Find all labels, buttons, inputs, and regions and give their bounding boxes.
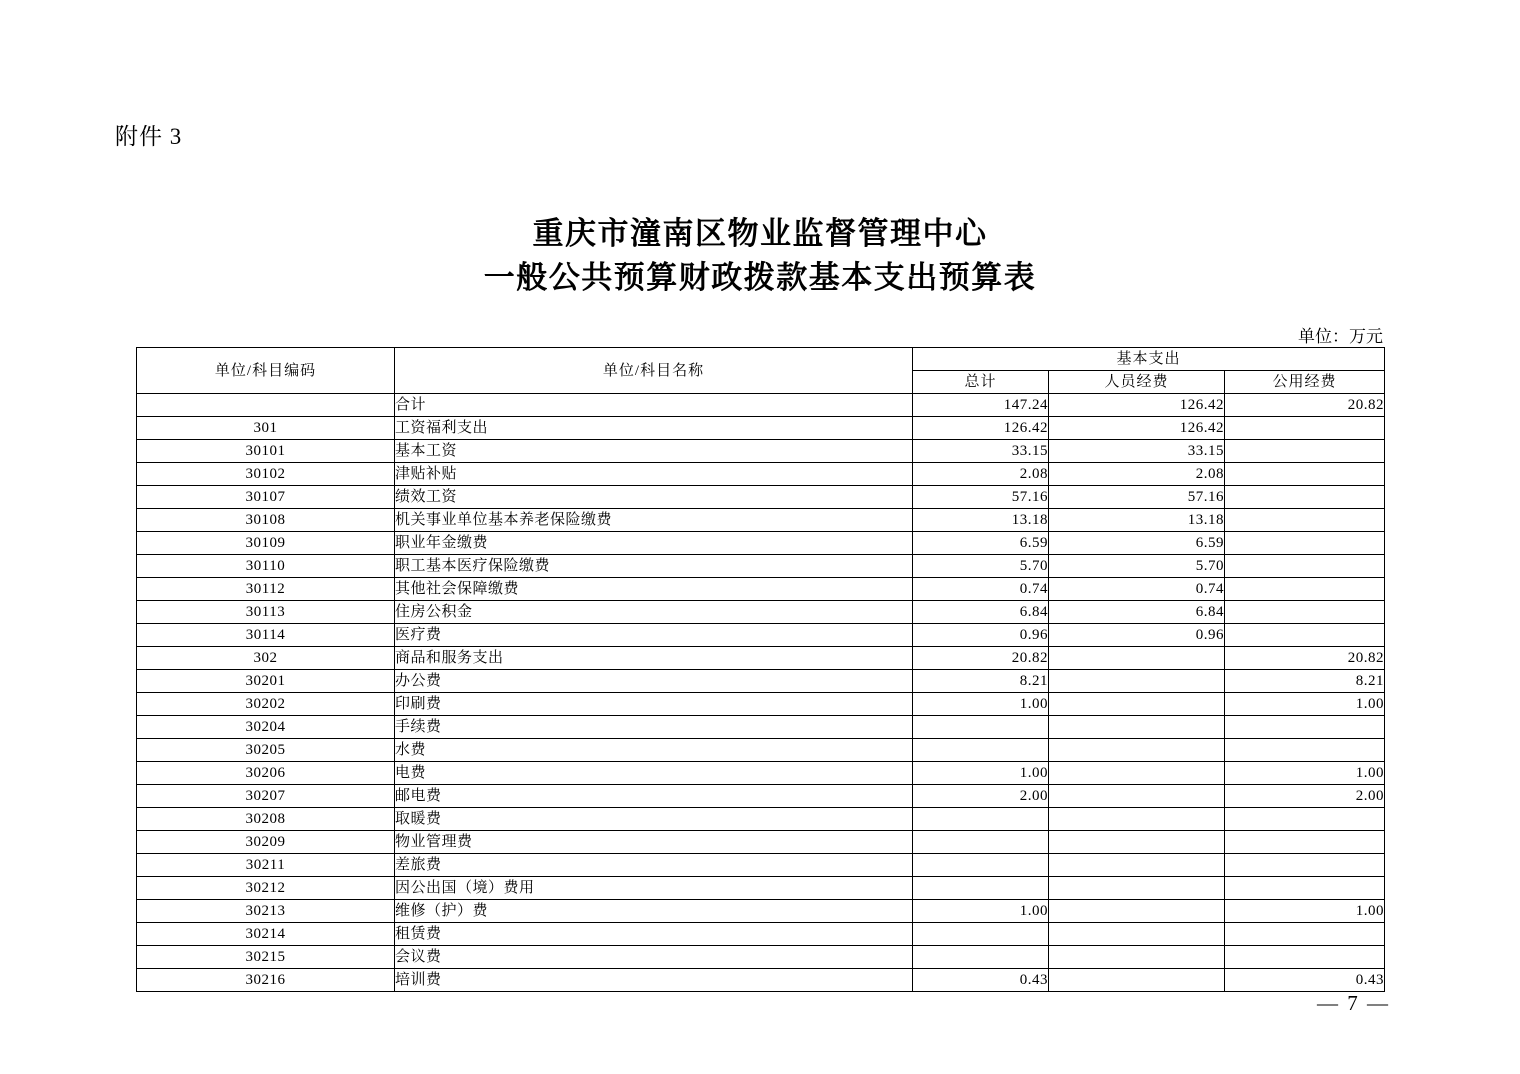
cell-personnel bbox=[1049, 762, 1225, 785]
cell-name: 津贴补贴 bbox=[395, 463, 913, 486]
cell-public: 8.21 bbox=[1225, 670, 1385, 693]
cell-personnel bbox=[1049, 647, 1225, 670]
cell-public bbox=[1225, 831, 1385, 854]
attachment-label: 附件 3 bbox=[115, 124, 183, 149]
cell-total: 1.00 bbox=[913, 693, 1049, 716]
cell-total: 13.18 bbox=[913, 509, 1049, 532]
cell-code: 30206 bbox=[137, 762, 395, 785]
cell-public bbox=[1225, 601, 1385, 624]
table-row bbox=[137, 900, 1385, 923]
table-row bbox=[137, 762, 1385, 785]
table-header bbox=[137, 348, 1385, 394]
cell-code: 30212 bbox=[137, 877, 395, 900]
column-header-public: 公用经费 bbox=[1225, 371, 1385, 394]
cell-public bbox=[1225, 532, 1385, 555]
cell-name: 合计 bbox=[395, 394, 913, 417]
cell-code: 30211 bbox=[137, 854, 395, 877]
cell-name: 差旅费 bbox=[395, 854, 913, 877]
table-row bbox=[137, 785, 1385, 808]
cell-name: 租赁费 bbox=[395, 923, 913, 946]
table-row bbox=[137, 808, 1385, 831]
cell-public: 1.00 bbox=[1225, 762, 1385, 785]
cell-code: 30113 bbox=[137, 601, 395, 624]
cell-total bbox=[913, 877, 1049, 900]
cell-code: 30205 bbox=[137, 739, 395, 762]
cell-name: 职工基本医疗保险缴费 bbox=[395, 555, 913, 578]
cell-code: 30102 bbox=[137, 463, 395, 486]
cell-public bbox=[1225, 877, 1385, 900]
cell-total: 2.08 bbox=[913, 463, 1049, 486]
cell-personnel bbox=[1049, 785, 1225, 808]
cell-public bbox=[1225, 923, 1385, 946]
table-row bbox=[137, 417, 1385, 440]
column-header-code: 单位/科目编码 bbox=[137, 348, 395, 394]
table-row bbox=[137, 670, 1385, 693]
page-number: — 7 — bbox=[1317, 991, 1390, 1015]
table-row bbox=[137, 946, 1385, 969]
cell-name: 职业年金缴费 bbox=[395, 532, 913, 555]
page-title bbox=[0, 212, 1520, 300]
cell-total: 33.15 bbox=[913, 440, 1049, 463]
cell-code: 30201 bbox=[137, 670, 395, 693]
cell-public: 20.82 bbox=[1225, 394, 1385, 417]
cell-name: 物业管理费 bbox=[395, 831, 913, 854]
cell-personnel bbox=[1049, 716, 1225, 739]
cell-personnel: 5.70 bbox=[1049, 555, 1225, 578]
cell-name: 基本工资 bbox=[395, 440, 913, 463]
cell-name: 会议费 bbox=[395, 946, 913, 969]
cell-public: 0.43 bbox=[1225, 969, 1385, 992]
cell-total: 1.00 bbox=[913, 900, 1049, 923]
cell-total bbox=[913, 808, 1049, 831]
cell-personnel bbox=[1049, 923, 1225, 946]
cell-total bbox=[913, 946, 1049, 969]
cell-name: 取暖费 bbox=[395, 808, 913, 831]
cell-total: 147.24 bbox=[913, 394, 1049, 417]
cell-code: 30208 bbox=[137, 808, 395, 831]
cell-code: 30215 bbox=[137, 946, 395, 969]
cell-name: 机关事业单位基本养老保险缴费 bbox=[395, 509, 913, 532]
cell-name: 印刷费 bbox=[395, 693, 913, 716]
cell-total: 57.16 bbox=[913, 486, 1049, 509]
cell-public bbox=[1225, 808, 1385, 831]
table-row bbox=[137, 486, 1385, 509]
cell-total: 0.43 bbox=[913, 969, 1049, 992]
cell-personnel: 126.42 bbox=[1049, 417, 1225, 440]
table-row bbox=[137, 394, 1385, 417]
cell-code: 30109 bbox=[137, 532, 395, 555]
cell-code: 30207 bbox=[137, 785, 395, 808]
table-row bbox=[137, 440, 1385, 463]
cell-personnel: 6.84 bbox=[1049, 601, 1225, 624]
column-header-name: 单位/科目名称 bbox=[395, 348, 913, 394]
table-row bbox=[137, 854, 1385, 877]
column-header-group: 基本支出 bbox=[913, 348, 1385, 371]
cell-code: 30112 bbox=[137, 578, 395, 601]
cell-code: 30216 bbox=[137, 969, 395, 992]
cell-public: 1.00 bbox=[1225, 900, 1385, 923]
cell-public bbox=[1225, 486, 1385, 509]
cell-code: 30114 bbox=[137, 624, 395, 647]
cell-personnel bbox=[1049, 670, 1225, 693]
cell-public: 1.00 bbox=[1225, 693, 1385, 716]
cell-total bbox=[913, 716, 1049, 739]
cell-public bbox=[1225, 946, 1385, 969]
cell-name: 其他社会保障缴费 bbox=[395, 578, 913, 601]
cell-code: 30202 bbox=[137, 693, 395, 716]
cell-personnel: 6.59 bbox=[1049, 532, 1225, 555]
cell-code: 30108 bbox=[137, 509, 395, 532]
cell-code bbox=[137, 394, 395, 417]
column-header-personnel: 人员经费 bbox=[1049, 371, 1225, 394]
cell-public bbox=[1225, 854, 1385, 877]
table-body bbox=[137, 394, 1385, 992]
cell-public bbox=[1225, 509, 1385, 532]
cell-public bbox=[1225, 716, 1385, 739]
table-row bbox=[137, 509, 1385, 532]
cell-personnel: 0.96 bbox=[1049, 624, 1225, 647]
table-row bbox=[137, 969, 1385, 992]
title-line-1: 重庆市潼南区物业监督管理中心 bbox=[532, 216, 988, 251]
cell-name: 邮电费 bbox=[395, 785, 913, 808]
cell-total bbox=[913, 923, 1049, 946]
cell-name: 绩效工资 bbox=[395, 486, 913, 509]
cell-public bbox=[1225, 739, 1385, 762]
table-row bbox=[137, 831, 1385, 854]
cell-personnel: 33.15 bbox=[1049, 440, 1225, 463]
cell-public bbox=[1225, 578, 1385, 601]
cell-code: 30204 bbox=[137, 716, 395, 739]
table-row bbox=[137, 716, 1385, 739]
cell-total: 1.00 bbox=[913, 762, 1049, 785]
cell-public bbox=[1225, 555, 1385, 578]
table-row bbox=[137, 923, 1385, 946]
cell-public bbox=[1225, 463, 1385, 486]
cell-total bbox=[913, 854, 1049, 877]
cell-personnel bbox=[1049, 877, 1225, 900]
cell-personnel: 0.74 bbox=[1049, 578, 1225, 601]
budget-table bbox=[136, 347, 1385, 992]
cell-total: 5.70 bbox=[913, 555, 1049, 578]
cell-total: 20.82 bbox=[913, 647, 1049, 670]
table-row bbox=[137, 601, 1385, 624]
cell-code: 30110 bbox=[137, 555, 395, 578]
cell-total: 126.42 bbox=[913, 417, 1049, 440]
cell-public: 2.00 bbox=[1225, 785, 1385, 808]
cell-name: 住房公积金 bbox=[395, 601, 913, 624]
table-row bbox=[137, 532, 1385, 555]
cell-personnel bbox=[1049, 946, 1225, 969]
title-line-2: 一般公共预算财政拨款基本支出预算表 bbox=[483, 260, 1037, 295]
cell-code: 30213 bbox=[137, 900, 395, 923]
cell-personnel: 13.18 bbox=[1049, 509, 1225, 532]
cell-name: 水费 bbox=[395, 739, 913, 762]
cell-name: 培训费 bbox=[395, 969, 913, 992]
cell-personnel: 57.16 bbox=[1049, 486, 1225, 509]
cell-personnel: 2.08 bbox=[1049, 463, 1225, 486]
cell-total: 0.74 bbox=[913, 578, 1049, 601]
table-row bbox=[137, 693, 1385, 716]
cell-total: 6.59 bbox=[913, 532, 1049, 555]
cell-personnel bbox=[1049, 808, 1225, 831]
table-row bbox=[137, 555, 1385, 578]
cell-code: 302 bbox=[137, 647, 395, 670]
cell-code: 30209 bbox=[137, 831, 395, 854]
cell-name: 医疗费 bbox=[395, 624, 913, 647]
column-header-total: 总计 bbox=[913, 371, 1049, 394]
cell-code: 30107 bbox=[137, 486, 395, 509]
cell-name: 工资福利支出 bbox=[395, 417, 913, 440]
cell-name: 手续费 bbox=[395, 716, 913, 739]
cell-name: 因公出国（境）费用 bbox=[395, 877, 913, 900]
table-row bbox=[137, 624, 1385, 647]
cell-personnel bbox=[1049, 854, 1225, 877]
table-row bbox=[137, 647, 1385, 670]
cell-code: 30214 bbox=[137, 923, 395, 946]
cell-code: 30101 bbox=[137, 440, 395, 463]
cell-public bbox=[1225, 440, 1385, 463]
cell-public: 20.82 bbox=[1225, 647, 1385, 670]
cell-total bbox=[913, 831, 1049, 854]
cell-personnel bbox=[1049, 693, 1225, 716]
cell-personnel bbox=[1049, 739, 1225, 762]
cell-personnel bbox=[1049, 900, 1225, 923]
table-row bbox=[137, 578, 1385, 601]
cell-name: 电费 bbox=[395, 762, 913, 785]
cell-personnel bbox=[1049, 831, 1225, 854]
cell-total: 6.84 bbox=[913, 601, 1049, 624]
cell-total: 2.00 bbox=[913, 785, 1049, 808]
cell-public bbox=[1225, 417, 1385, 440]
table-row bbox=[137, 739, 1385, 762]
cell-personnel bbox=[1049, 969, 1225, 992]
cell-total bbox=[913, 739, 1049, 762]
table-row bbox=[137, 463, 1385, 486]
cell-name: 维修（护）费 bbox=[395, 900, 913, 923]
cell-name: 商品和服务支出 bbox=[395, 647, 913, 670]
cell-name: 办公费 bbox=[395, 670, 913, 693]
cell-total: 8.21 bbox=[913, 670, 1049, 693]
unit-note: 单位：万元 bbox=[1298, 327, 1383, 346]
cell-code: 301 bbox=[137, 417, 395, 440]
table-row bbox=[137, 877, 1385, 900]
cell-total: 0.96 bbox=[913, 624, 1049, 647]
cell-personnel: 126.42 bbox=[1049, 394, 1225, 417]
cell-public bbox=[1225, 624, 1385, 647]
